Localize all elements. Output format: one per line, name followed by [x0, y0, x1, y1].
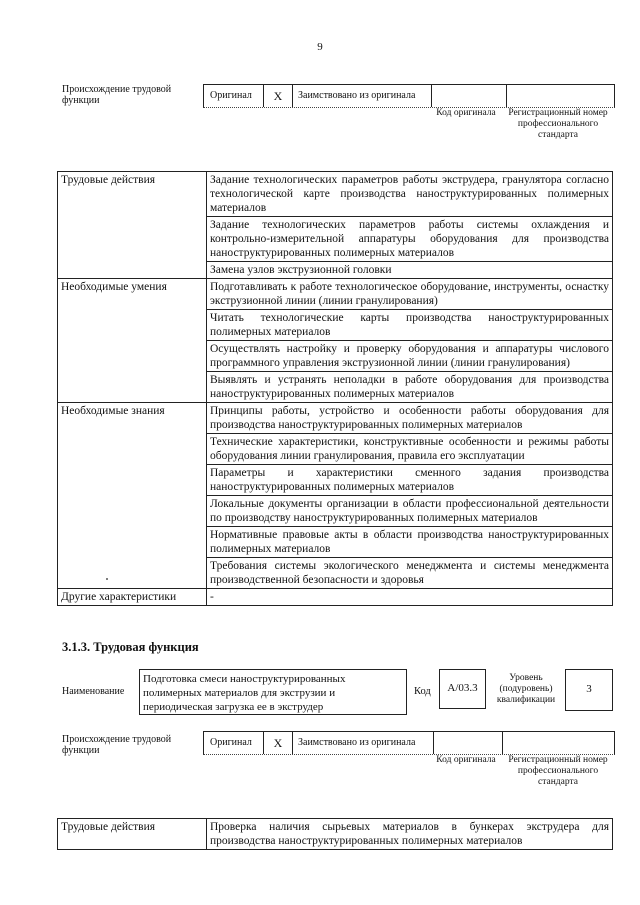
work-function-table-2 — [57, 818, 613, 850]
origin-reg-caption: Регистрационный номер профессионального стандарта — [508, 108, 608, 140]
origin-box — [203, 84, 615, 108]
page-number: 9 — [317, 41, 323, 53]
origin-label: Происхождение трудовой функции — [62, 84, 172, 106]
scan-dot — [106, 578, 108, 580]
name-value: Подготовка смеси наноструктурированных полимерных материалов для экструзии и периодическая загрузка ее в экструдер — [139, 669, 407, 715]
level-value: 3 — [565, 669, 613, 711]
table1-item: Локальные документы организации в области профессиональной деятельности по производству наноструктурированных полимерных материалов — [207, 496, 613, 527]
table1-item: Подготавливать к работе технологическое оборудование, инструменты, оснастку экструзионной линии (линии гранулирования) — [207, 279, 613, 310]
table1-item: Требования системы экологического менеджмента и системы менеджмента производственной безопасности и здоровья — [207, 558, 613, 589]
origin-mark-2: X — [264, 732, 293, 754]
origin-code-caption-2: Код оригинала — [436, 755, 496, 765]
origin-original-2: Оригинал — [204, 732, 264, 754]
table1-group-label: Трудовые действия — [58, 172, 207, 279]
origin-code-caption: Код оригинала — [436, 108, 496, 118]
table2-row — [58, 819, 613, 850]
table1-row — [58, 279, 613, 310]
origin-box-2 — [203, 731, 615, 755]
origin-code-cell-2 — [434, 732, 503, 754]
table1-item: Задание технологических параметров работы системы охлаждения и контрольно-измерительной аппаратуры оборудования для производства наноструктурированных полимерных материалов — [207, 217, 613, 262]
origin-borrowed: Заимствовано из оригинала — [292, 85, 432, 107]
origin-original: Оригинал — [204, 85, 264, 107]
table1-group-label: Необходимые умения — [58, 279, 207, 403]
table1-item: - — [207, 589, 613, 606]
table1-item: Принципы работы, устройство и особенности работы оборудования для производства наноструктурированных полимерных материалов — [207, 403, 613, 434]
table1-group-label: Другие характеристики — [58, 589, 207, 606]
table1-row — [58, 172, 613, 217]
table1-item: Осуществлять настройку и проверку оборудования и аппаратуры числового программного управления экструзионной линии (линии гранулирования) — [207, 341, 613, 372]
table1-row — [58, 589, 613, 606]
table1-item: Замена узлов экструзионной головки — [207, 262, 613, 279]
origin-reg-caption-2: Регистрационный номер профессионального стандарта — [508, 755, 608, 787]
table1-item: Читать технологические карты производства наноструктурированных полимерных материалов — [207, 310, 613, 341]
origin-label-2: Происхождение трудовой функции — [62, 734, 172, 756]
name-label: Наименование — [62, 686, 125, 697]
table2-group-label: Трудовые действия — [58, 819, 207, 850]
code-label: Код — [414, 686, 431, 697]
level-caption: Уровень (подуровень) квалификации — [496, 673, 556, 705]
table1-group-label: Необходимые знания — [58, 403, 207, 589]
table1-item: Параметры и характеристики сменного задания производства наноструктурированных полимерных материалов — [207, 465, 613, 496]
origin-mark: X — [264, 85, 293, 107]
table1-item: Нормативные правовые акты в области производства наноструктурированных полимерных материалов — [207, 527, 613, 558]
table1-item: Задание технологических параметров работы экструдера, гранулятора согласно технологической карте производства наноструктурированных полимерных материалов — [207, 172, 613, 217]
origin-borrowed-2: Заимствовано из оригинала — [292, 732, 434, 754]
origin-code-cell — [432, 85, 507, 107]
section-heading: 3.1.3. Трудовая функция — [62, 640, 199, 654]
table1-item: Выявлять и устранять неполадки в работе оборудования для производства наноструктурированных полимерных материалов — [207, 372, 613, 403]
table1-item: Технические характеристики, конструктивные особенности и режимы работы оборудования линии гранулирования, правила его эксплуатации — [207, 434, 613, 465]
table1-row — [58, 403, 613, 434]
table2-item: Проверка наличия сырьевых материалов в бункерах экструдера для производства наноструктурированных полимерных материалов — [207, 819, 613, 850]
work-function-table — [57, 171, 613, 606]
code-value: A/03.3 — [439, 669, 486, 709]
